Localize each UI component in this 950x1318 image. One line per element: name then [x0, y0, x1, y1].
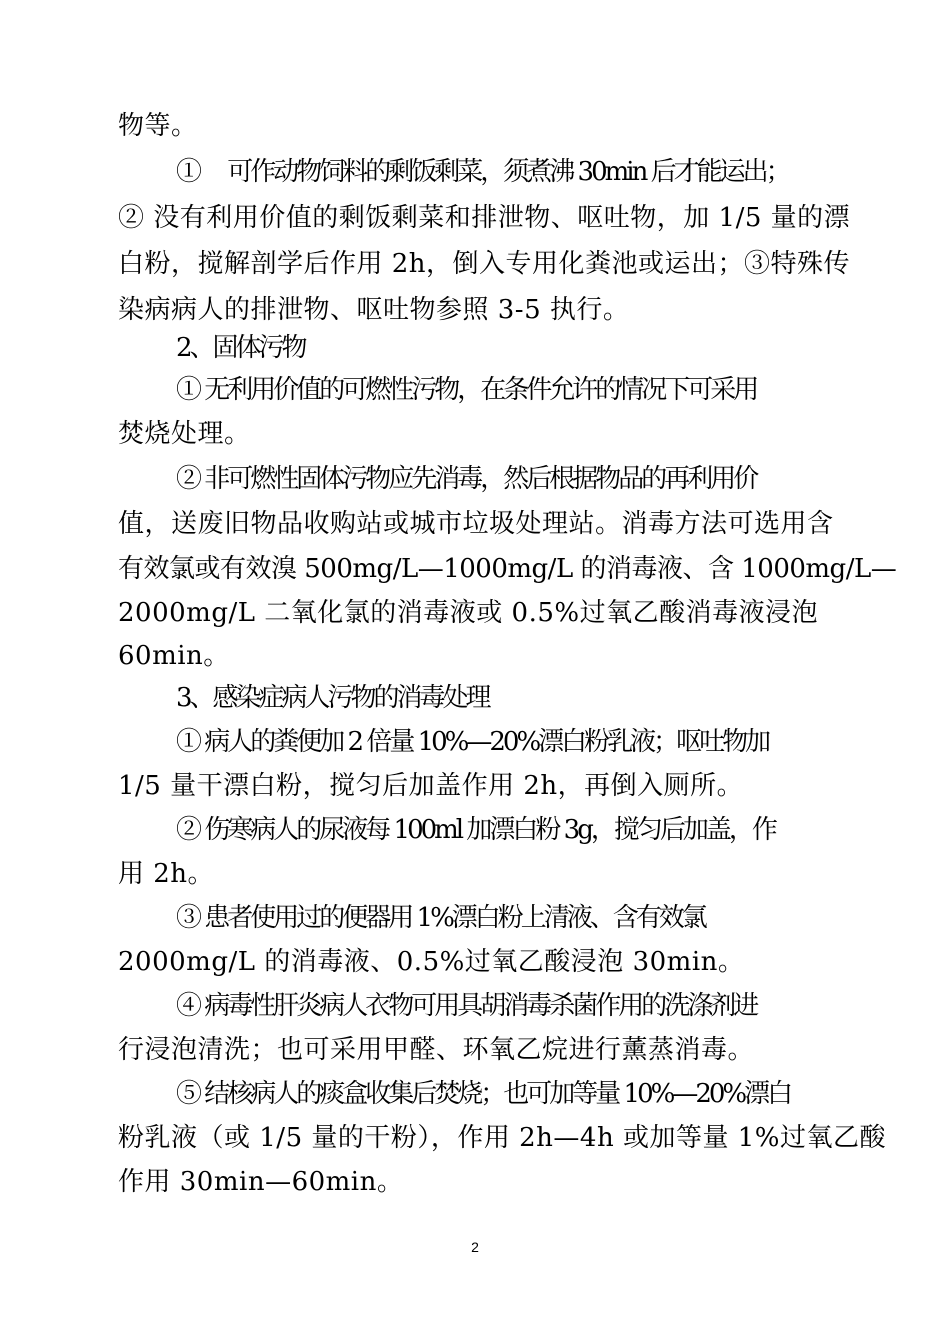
text-line: 行浸泡清洗；也可采用甲醛、环氧乙烷进行薰蒸消毒。 — [118, 1035, 755, 1065]
text-line: ① 可作动物饲料的剩饭剩菜，须煮沸 30min 后才能运出； — [176, 157, 789, 187]
text-line: 用 2h。 — [118, 859, 215, 889]
text-line: ① 无利用价值的可燃性污物，在条件允许的情况下可采用 — [176, 375, 757, 405]
text-line: 物等。 — [118, 111, 198, 141]
text-line: ③ 患者使用过的便器用 1%漂白粉上清液、含有效氯 — [176, 903, 705, 933]
text-line: ② 没有利用价值的剩饭剩菜和排泄物、呕吐物，加 1/5 量的漂 — [118, 203, 851, 233]
text-line: 焚烧处理。 — [118, 419, 251, 449]
text-line: 2000mg/L 的消毒液、0.5%过氧乙酸浸泡 30min。 — [118, 947, 745, 977]
text-line: ② 伤寒病人的尿液每 100ml 加漂白粉 3g，搅匀后加盖，作 — [176, 815, 775, 845]
text-line: 60min。 — [118, 641, 230, 671]
text-line: 有效氯或有效溴 500mg/L—1000mg/L 的消毒液、含 1000mg/L— — [118, 554, 897, 584]
text-line: 染病病人的排泄物、呕吐物参照 3-5 执行。 — [118, 295, 630, 325]
text-line: 值，送废旧物品收购站或城市垃圾处理站。消毒方法可选用含 — [118, 509, 834, 539]
text-line: 作用 30min—60min。 — [118, 1167, 404, 1197]
text-line: 2000mg/L 二氧化氯的消毒液或 0.5%过氧乙酸消毒液浸泡 — [118, 598, 819, 628]
page-number: 2 — [471, 1239, 479, 1255]
section-heading: 3、感染症病人污物的消毒处理 — [176, 683, 489, 713]
text-line: 粉乳液（或 1/5 量的干粉），作用 2h—4h 或加等量 1%过氧乙酸 — [118, 1123, 886, 1153]
text-line: ④ 病毒性肝炎病人衣物可用具胡消毒杀菌作用的洗涤剂进 — [176, 991, 757, 1021]
text-line: 白粉，搅解剖学后作用 2h，倒入专用化粪池或运出；③特殊传 — [118, 249, 851, 279]
text-line: 1/5 量干漂白粉，搅匀后加盖作用 2h，再倒入厕所。 — [118, 771, 744, 801]
text-line: ⑤ 结核病人的痰盒收集后焚烧；也可加等量 10%—20%漂白 — [176, 1079, 791, 1109]
text-line: ② 非可燃性固体污物应先消毒，然后根据物品的再利用价 — [176, 464, 757, 494]
section-heading: 2、固体污物 — [176, 333, 305, 363]
text-line: ① 病人的粪便加 2 倍量 10%—20%漂白粉乳液；呕吐物加 — [176, 727, 769, 757]
